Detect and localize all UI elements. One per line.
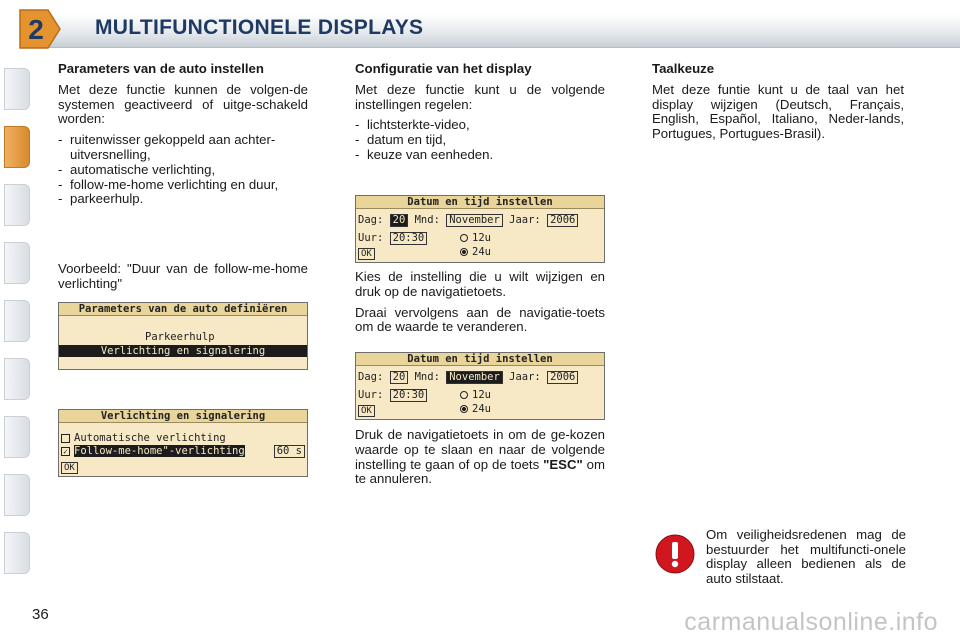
example-caption: Voorbeeld: "Duur van de follow-me-home verlichting" <box>58 261 308 291</box>
time-value: 20:30 <box>390 389 428 402</box>
watermark: carmanualsonline.info <box>684 608 938 636</box>
day-label: Dag: <box>358 214 384 226</box>
radio-icon <box>460 391 468 399</box>
time-row <box>358 232 427 245</box>
screen-parameters <box>58 302 308 370</box>
chapter-tab[interactable] <box>4 532 30 574</box>
chapter-tab[interactable] <box>4 242 30 284</box>
page-title: MULTIFUNCTIONELE DISPLAYS <box>95 16 424 39</box>
year-value: 2006 <box>547 371 578 384</box>
time-label: Uur: <box>358 389 384 401</box>
menu-item-parkeerhulp: Parkeerhulp <box>145 331 215 343</box>
year-value: 2006 <box>547 214 578 227</box>
year-label: Jaar: <box>509 371 541 383</box>
column-language <box>652 62 904 148</box>
ok-button: OK <box>61 462 78 474</box>
option-24u <box>460 246 491 258</box>
chapter-tab[interactable] <box>4 474 30 516</box>
option-label: 24u <box>472 246 491 258</box>
section-heading: Taalkeuze <box>652 61 715 76</box>
month-value: November <box>446 214 503 227</box>
chapter-tab-active[interactable] <box>4 126 30 168</box>
section-heading: Configuratie van het display <box>355 61 532 76</box>
list-item: - parkeerhulp. <box>58 192 308 207</box>
warning-text: Om veiligheidsredenen mag de bestuurder het multifuncti-onele display alleen bedienen als de auto stilstaat. <box>706 527 906 586</box>
chapter-tabs <box>0 60 32 580</box>
screen-title: Verlichting en signalering <box>59 410 307 423</box>
time-value: 20:30 <box>390 232 428 245</box>
month-label: Mnd: <box>414 371 440 383</box>
duration-value: 60 s <box>274 445 305 458</box>
column-display-configuration <box>355 62 605 163</box>
time-label: Uur: <box>358 232 384 244</box>
paragraph: Draai vervolgens aan de navigatie-toets om de waarde te veranderen. <box>355 304 605 335</box>
chapter-tab[interactable] <box>4 300 30 342</box>
page-header <box>0 0 960 56</box>
paragraph: Met deze funtie kunt u de taal van het display wijzigen (Deutsch, Français, English, Español, Italiano, Neder-lands, Portugues, Portugues-Brasil). <box>652 81 904 142</box>
radio-selected-icon <box>460 248 468 256</box>
date-row <box>358 371 578 384</box>
chapter-tab[interactable] <box>4 184 30 226</box>
list-item: - datum en tijd, <box>355 133 605 148</box>
text-run: om te annuleren. <box>355 456 605 487</box>
day-label: Dag: <box>358 371 384 383</box>
chapter-badge-icon <box>14 6 62 52</box>
option-label: Follow-me-home"-verlichting <box>74 445 245 457</box>
month-label: Mnd: <box>414 214 440 226</box>
option-automatic-lighting <box>61 432 226 444</box>
option-24u <box>460 403 491 415</box>
text-run: Druk de navigatietoets in om de ge-kozen waarde op te slaan en naar de volgende instelling te gaan of op de toets <box>355 427 605 472</box>
warning-exclamation-icon <box>655 534 695 574</box>
chapter-tab[interactable] <box>4 68 30 110</box>
section-intro: Met deze functie kunnen de volgen-de systemen geactiveerd of uitge-schakeld worden: <box>58 81 308 127</box>
list-item: - automatische verlichting, <box>58 163 308 178</box>
settings-list <box>355 118 605 162</box>
list-item: - follow-me-home verlichting en duur, <box>58 178 308 193</box>
option-follow-me-home <box>61 445 307 457</box>
section-heading: Parameters van de auto instellen <box>58 61 264 76</box>
day-value: 20 <box>390 371 409 384</box>
ok-button: OK <box>358 248 375 260</box>
option-label: Automatische verlichting <box>74 432 226 444</box>
ok-button: OK <box>358 405 375 417</box>
list-item: - ruitenwisser gekoppeld aan achter-uitversnelling, <box>58 133 308 163</box>
option-12u <box>460 389 491 401</box>
option-12u <box>460 232 491 244</box>
option-label: 12u <box>472 389 491 401</box>
section-intro: Met deze functie kunt u de volgende instellingen regelen: <box>355 81 605 112</box>
option-label: 12u <box>472 232 491 244</box>
chapter-number: 2 <box>28 14 44 45</box>
screen-date-time-1 <box>355 195 605 263</box>
chapter-tab[interactable] <box>4 416 30 458</box>
radio-selected-icon <box>460 405 468 413</box>
screen-title: Parameters van de auto definiëren <box>59 303 307 316</box>
chapter-tab[interactable] <box>4 358 30 400</box>
radio-icon <box>460 234 468 242</box>
screen-title: Datum en tijd instellen <box>356 196 604 209</box>
list-item: - lichtsterkte-video, <box>355 118 605 133</box>
year-label: Jaar: <box>509 214 541 226</box>
instructions-confirm <box>355 428 605 487</box>
instructions-select <box>355 270 605 341</box>
column-vehicle-parameters <box>58 62 308 207</box>
list-item: - keuze van eenheden. <box>355 148 605 163</box>
month-value-selected: November <box>446 371 503 384</box>
screen-date-time-2 <box>355 352 605 420</box>
screen-lighting <box>58 409 308 477</box>
day-value-selected: 20 <box>390 214 409 227</box>
screen-title: Datum en tijd instellen <box>356 353 604 366</box>
time-row <box>358 389 427 402</box>
esc-key-label: "ESC" <box>543 456 583 472</box>
menu-item-verlichting-selected: Verlichting en signalering <box>59 345 307 357</box>
checkbox-checked-icon: ✓ <box>61 447 70 456</box>
checkbox-icon <box>61 434 70 443</box>
safety-warning <box>652 528 907 588</box>
feature-list <box>58 133 308 207</box>
date-row <box>358 214 578 227</box>
paragraph: Kies de instelling die u wilt wijzigen en druk op de navigatietoets. <box>355 269 605 299</box>
option-label: 24u <box>472 403 491 415</box>
page-number: 36 <box>32 606 49 623</box>
